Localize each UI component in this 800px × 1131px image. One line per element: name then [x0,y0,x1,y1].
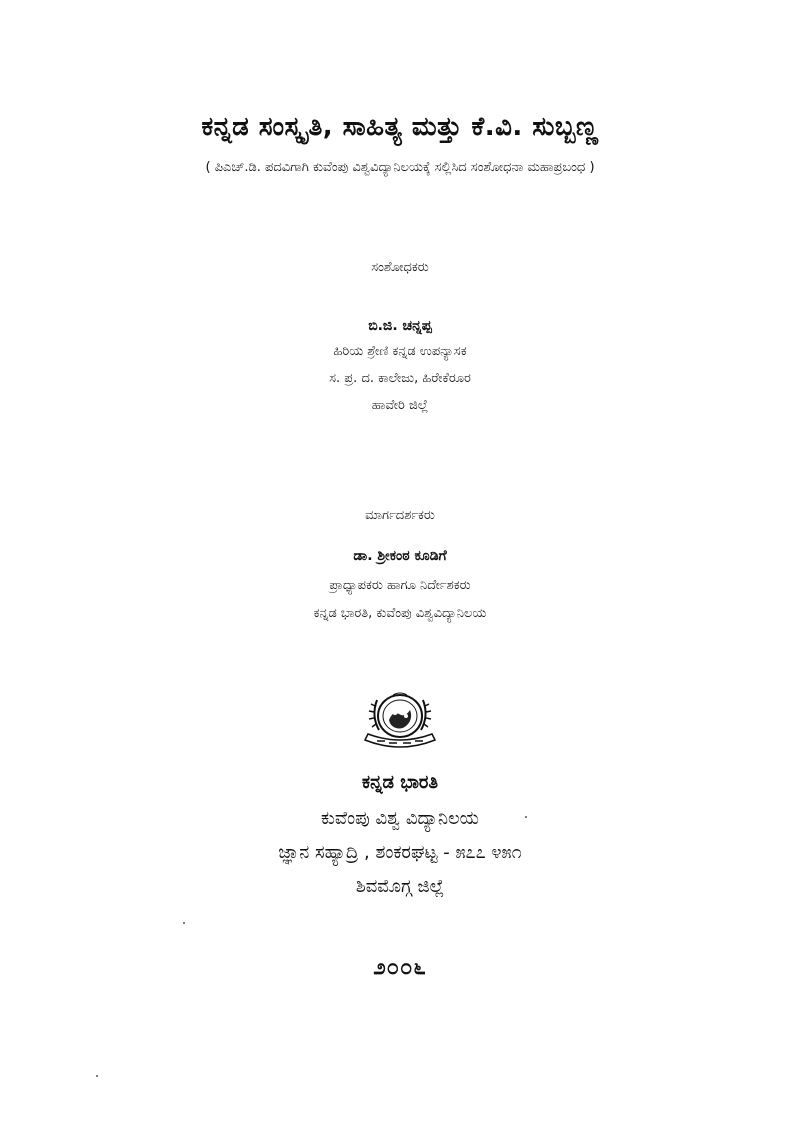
scan-speck [525,816,527,818]
guide-designation: ಪ್ರಾಧ್ಯಾಪಕರು ಹಾಗೂ ನಿರ್ದೇಶಕರು [329,578,471,593]
researcher-college: ಸ. ಪ್ರ. ದ. ಕಾಲೇಜು, ಹಿರೇಕೆರೂರ [329,371,471,386]
publisher-address: ಜ್ಞಾನ ಸಹ್ಯಾದ್ರಿ , ಶಂಕರಘಟ್ಟ - ೫೭೭ ೪೫೧ [278,842,522,863]
page-title: ಕನ್ನಡ ಸಂಸ್ಕೃತಿ, ಸಾಹಿತ್ಯ ಮತ್ತು ಕೆ.ವಿ. ಸುಬ್ಬಣ್ಣ [201,112,599,142]
researcher-designation: ಹಿರಿಯ ಶ್ರೇಣಿ ಕನ್ನಡ ಉಪನ್ಯಾಸಕ [333,344,467,359]
researcher-label: ಸಂಶೋಧಕರು [371,260,429,275]
page-subtitle: ( ಪಿಎಚ್.ಡಿ. ಪದವಿಗಾಗಿ ಕುವೆಂಪು ವಿಶ್ವವಿದ್ಯಾನಿಲಯಕ್ಕೆ ಸಲ್ಲಿಸಿದ ಸಂಶೋಧನಾ ಮಹಾಪ್ರಬಂಧ ) [205,160,595,175]
scan-speck [96,1075,98,1077]
publisher-university: ಕುವೆಂಪು ವಿಶ್ವ ವಿದ್ಯಾನಿಲಯ [321,808,479,829]
scan-speck [183,922,185,924]
publication-year: ೨೦೦೬ [373,955,427,980]
researcher-district: ಹಾವೇರಿ ಜಿಲ್ಲೆ [371,398,429,413]
researcher-name: ಬಿ.ಜಿ. ಚನ್ನಪ್ಪ [368,318,432,334]
guide-name: ಡಾ. ಶ್ರೀಕಂಠ ಕೂಡಿಗೆ [353,548,447,564]
guide-affiliation: ಕನ್ನಡ ಭಾರತಿ, ಕುವೆಂಪು ವಿಶ್ವವಿದ್ಯಾನಿಲಯ [313,606,487,621]
guide-label: ಮಾರ್ಗದರ್ಶಕರು [365,508,435,523]
university-emblem-icon [363,690,437,754]
publisher-name: ಕನ್ನಡ ಭಾರತಿ [362,772,438,793]
publisher-district: ಶಿವಮೊಗ್ಗ ಜಿಲ್ಲೆ [355,876,445,897]
